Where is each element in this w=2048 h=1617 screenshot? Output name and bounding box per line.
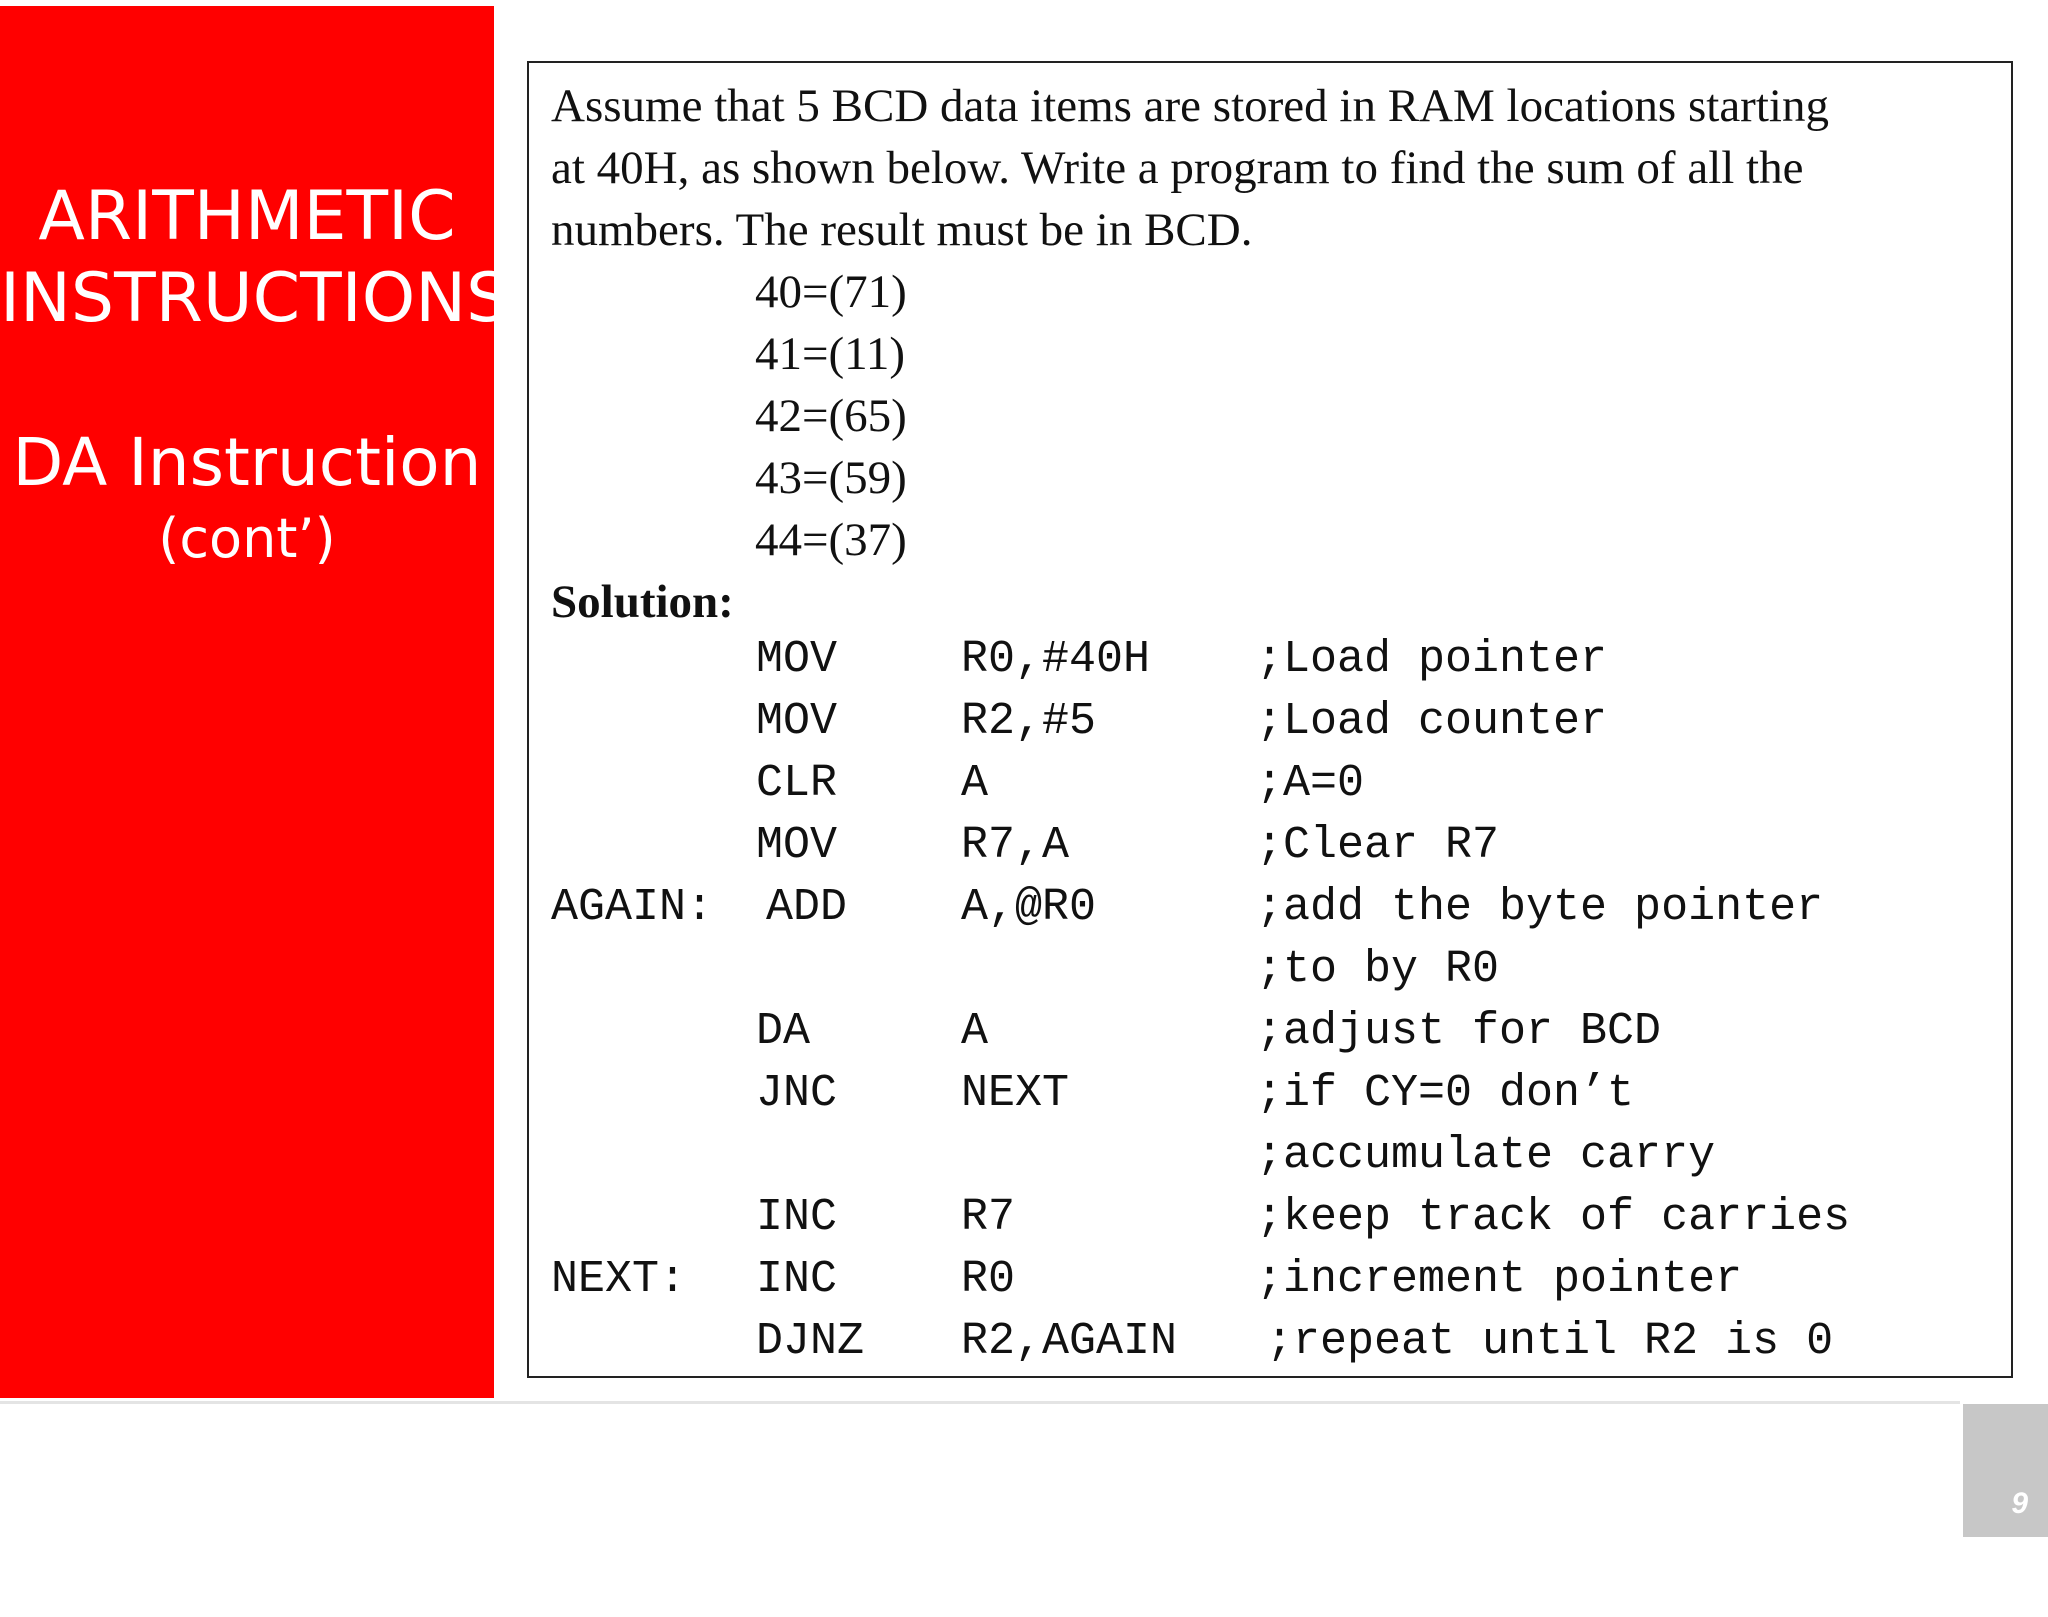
code-comment: ;keep track of carries bbox=[1256, 1192, 1851, 1243]
page-number-badge bbox=[1963, 1404, 2048, 1537]
solution-label: Solution: bbox=[551, 576, 734, 628]
code-opcode: JNC bbox=[756, 1068, 838, 1119]
code-line bbox=[551, 1187, 1851, 1249]
code-line bbox=[551, 1063, 1635, 1125]
memory-item: 41=(11) bbox=[755, 328, 906, 380]
memory-item: 42=(65) bbox=[755, 390, 907, 442]
code-listing bbox=[551, 629, 1851, 1373]
code-comment: ;Load pointer bbox=[1256, 634, 1608, 685]
code-opcode: INC bbox=[756, 1192, 838, 1243]
code-operand: R2,#5 bbox=[961, 696, 1097, 747]
code-opcode: DA bbox=[756, 1006, 811, 1057]
code-opcode: CLR bbox=[756, 758, 838, 809]
problem-statement bbox=[551, 75, 1991, 633]
memory-item: 44=(37) bbox=[755, 514, 907, 566]
code-opcode: MOV bbox=[756, 696, 838, 747]
code-comment: ;add the byte pointer bbox=[1256, 882, 1824, 933]
code-opcode: MOV bbox=[756, 634, 838, 685]
code-comment: ;accumulate carry bbox=[1256, 1130, 1716, 1181]
section-title-line1: ARITHMETIC bbox=[38, 177, 456, 256]
code-line bbox=[551, 753, 1365, 815]
memory-item: 43=(59) bbox=[755, 452, 907, 504]
content-box bbox=[527, 61, 2013, 1378]
code-line bbox=[551, 629, 1608, 691]
sidebar-panel bbox=[0, 6, 510, 1398]
code-opcode: ADD bbox=[766, 882, 848, 933]
footer-divider bbox=[0, 1401, 1960, 1404]
code-operand: A bbox=[961, 758, 989, 809]
code-comment: ;A=0 bbox=[1256, 758, 1365, 809]
code-operand: NEXT bbox=[961, 1068, 1070, 1119]
code-operand: A bbox=[961, 1006, 989, 1057]
code-comment: ;increment pointer bbox=[1256, 1254, 1743, 1305]
code-line bbox=[551, 1125, 1716, 1187]
code-line bbox=[551, 877, 1824, 939]
code-operand: A,@R0 bbox=[961, 882, 1097, 933]
code-line bbox=[551, 1001, 1662, 1063]
code-comment: ;if CY=0 don’t bbox=[1256, 1068, 1635, 1119]
code-label: NEXT: bbox=[551, 1254, 687, 1305]
memory-item: 40=(71) bbox=[755, 266, 907, 318]
code-operand: R7,A bbox=[961, 820, 1070, 871]
code-operand: R0,#40H bbox=[961, 634, 1151, 685]
code-comment: ;repeat until R2 is 0 bbox=[1266, 1316, 1834, 1367]
code-comment: ;to by R0 bbox=[1256, 944, 1500, 995]
code-comment: ;Load counter bbox=[1256, 696, 1608, 747]
section-subtitle: DA Instruction bbox=[12, 424, 482, 501]
code-opcode: DJNZ bbox=[756, 1316, 865, 1367]
code-line bbox=[551, 691, 1608, 753]
section-title bbox=[0, 176, 510, 340]
memory-list bbox=[551, 261, 1991, 571]
code-label: AGAIN: bbox=[551, 882, 714, 933]
code-opcode: MOV bbox=[756, 820, 838, 871]
code-operand: R2,AGAIN bbox=[961, 1316, 1178, 1367]
code-line bbox=[551, 939, 1500, 1001]
section-note: (cont’) bbox=[158, 507, 336, 570]
code-opcode: INC bbox=[756, 1254, 838, 1305]
section-title-line2: INSTRUCTIONS bbox=[0, 259, 510, 338]
page-number: 9 bbox=[2011, 1487, 2028, 1520]
code-line bbox=[551, 1311, 1834, 1373]
code-comment: ;Clear R7 bbox=[1256, 820, 1500, 871]
code-operand: R0 bbox=[961, 1254, 1016, 1305]
code-comment: ;adjust for BCD bbox=[1256, 1006, 1662, 1057]
code-line bbox=[551, 1249, 1743, 1311]
problem-text: Assume that 5 BCD data items are stored in RAM locations starting at 40H, as shown below. Write a program to find the sum of all the numbers. The result must be in BCD. bbox=[551, 80, 1829, 256]
code-line bbox=[551, 815, 1500, 877]
code-operand: R7 bbox=[961, 1192, 1016, 1243]
